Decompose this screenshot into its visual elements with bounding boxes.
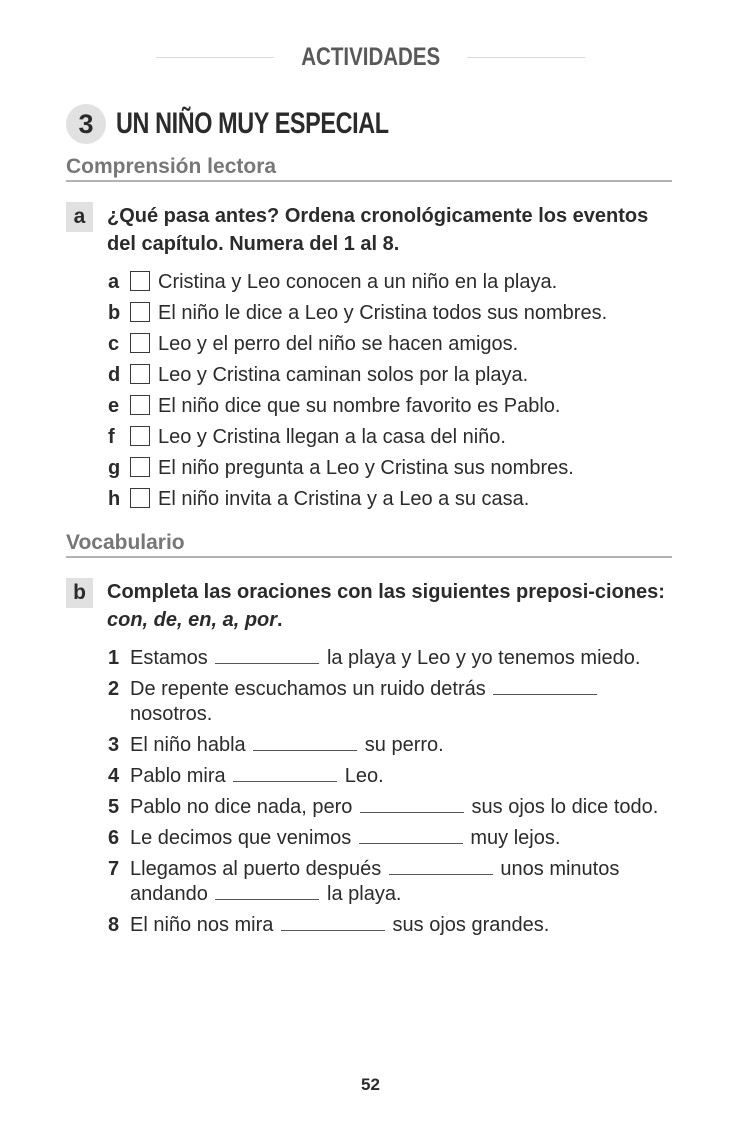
answer-blank[interactable]	[389, 859, 493, 875]
item-text: El niño dice que su nombre favorito es Pablo.	[158, 395, 561, 417]
section-title-comprension: Comprensión lectora	[66, 155, 672, 182]
item-number: 6	[108, 827, 120, 849]
task-letter-badge: a	[66, 202, 93, 232]
task-instruction	[107, 578, 677, 634]
item-label: d	[108, 364, 121, 386]
answer-blank[interactable]	[360, 797, 464, 813]
answer-checkbox[interactable]	[130, 364, 150, 384]
header-rule-left	[156, 57, 274, 58]
answer-blank[interactable]	[215, 884, 319, 900]
section-title-vocabulario: Vocabulario	[66, 531, 672, 558]
item-text: Leo y el perro del niño se hacen amigos.	[158, 333, 519, 355]
item-number: 1	[108, 647, 120, 669]
item-number: 2	[108, 678, 120, 700]
item-label: e	[108, 395, 120, 417]
instruction-text: Completa las oraciones con las siguientes preposi-ciones:	[107, 581, 665, 603]
list-item	[108, 646, 673, 671]
sentence-part: De repente escuchamos un ruido detrás	[130, 678, 486, 700]
header-rule-right	[467, 57, 585, 58]
page-number: 52	[361, 1075, 380, 1094]
page-header	[0, 40, 741, 74]
list-item	[108, 301, 678, 332]
answer-blank[interactable]	[253, 735, 357, 751]
list-item	[108, 795, 673, 820]
sentence-part: nosotros.	[130, 703, 213, 725]
item-number: 7	[108, 858, 120, 880]
sentence-part: sus ojos lo dice todo.	[471, 796, 659, 818]
answer-checkbox[interactable]	[130, 395, 150, 415]
sentence-part: Llegamos al puerto después	[130, 858, 382, 880]
header-title: ACTIVIDADES	[301, 42, 440, 71]
answer-checkbox[interactable]	[130, 426, 150, 446]
answer-checkbox[interactable]	[130, 457, 150, 477]
answer-checkbox[interactable]	[130, 302, 150, 322]
list-item	[108, 733, 673, 758]
answer-blank[interactable]	[281, 915, 385, 931]
item-text: El niño le dice a Leo y Cristina todos sus nombres.	[158, 302, 608, 324]
sentence-part: El niño habla	[130, 734, 246, 756]
sentence-part: su perro.	[364, 734, 444, 756]
sentence-part: Pablo no dice nada, pero	[130, 796, 353, 818]
item-label: f	[108, 426, 115, 448]
answer-blank[interactable]	[493, 679, 597, 695]
item-number: 4	[108, 765, 120, 787]
unit-title: UN NIÑO MUY ESPECIAL	[116, 107, 389, 140]
list-item	[108, 363, 678, 394]
sentence-part: Estamos	[130, 647, 208, 669]
sentence-part: la playa y Leo y yo tenemos miedo.	[326, 647, 641, 669]
item-label: g	[108, 457, 121, 479]
list-item	[108, 764, 673, 789]
item-label: b	[108, 302, 121, 324]
answer-blank[interactable]	[233, 766, 337, 782]
sentence-part: muy lejos.	[470, 827, 561, 849]
item-number: 5	[108, 796, 120, 818]
instruction-end: .	[277, 609, 283, 631]
ordering-list	[108, 270, 678, 518]
answer-checkbox[interactable]	[130, 488, 150, 508]
sentence-part: Le decimos que venimos	[130, 827, 352, 849]
sentence-part: sus ojos grandes.	[392, 914, 550, 936]
task-instruction: ¿Qué pasa antes? Ordena cronológicamente los eventos del capítulo. Numera del 1 al 8.	[107, 205, 649, 255]
sentence-part: unos minutos andando	[130, 858, 620, 905]
list-item	[108, 826, 673, 851]
fill-in-list	[108, 646, 673, 944]
item-number: 8	[108, 914, 120, 936]
sentence-part: El niño nos mira	[130, 914, 274, 936]
list-item	[108, 857, 673, 907]
sentence-part: Pablo mira	[130, 765, 226, 787]
item-text: Leo y Cristina llegan a la casa del niño.	[158, 426, 506, 448]
item-text: Cristina y Leo conocen a un niño en la playa.	[158, 271, 558, 293]
item-label: a	[108, 271, 120, 293]
instruction-prepositions: con, de, en, a, por	[107, 609, 278, 631]
list-item	[108, 677, 673, 727]
list-item	[108, 913, 673, 938]
item-text: El niño pregunta a Leo y Cristina sus nombres.	[158, 457, 574, 479]
unit-number-badge: 3	[66, 104, 106, 144]
sentence-part: la playa.	[327, 883, 402, 905]
sentence-part: Leo.	[344, 765, 384, 787]
answer-blank[interactable]	[215, 648, 319, 664]
list-item	[108, 487, 678, 518]
list-item	[108, 425, 678, 456]
item-text: Leo y Cristina caminan solos por la playa.	[158, 364, 529, 386]
answer-checkbox[interactable]	[130, 271, 150, 291]
answer-checkbox[interactable]	[130, 333, 150, 353]
task-a	[66, 202, 672, 262]
list-item	[108, 270, 678, 301]
list-item	[108, 456, 678, 487]
unit-heading	[66, 104, 466, 144]
list-item	[108, 394, 678, 425]
task-letter-badge: b	[66, 578, 93, 608]
item-label: h	[108, 488, 121, 510]
answer-blank[interactable]	[359, 828, 463, 844]
item-label: c	[108, 333, 120, 355]
item-text: El niño invita a Cristina y a Leo a su casa.	[158, 488, 530, 510]
list-item	[108, 332, 678, 363]
item-number: 3	[108, 734, 120, 756]
task-b	[66, 578, 672, 638]
